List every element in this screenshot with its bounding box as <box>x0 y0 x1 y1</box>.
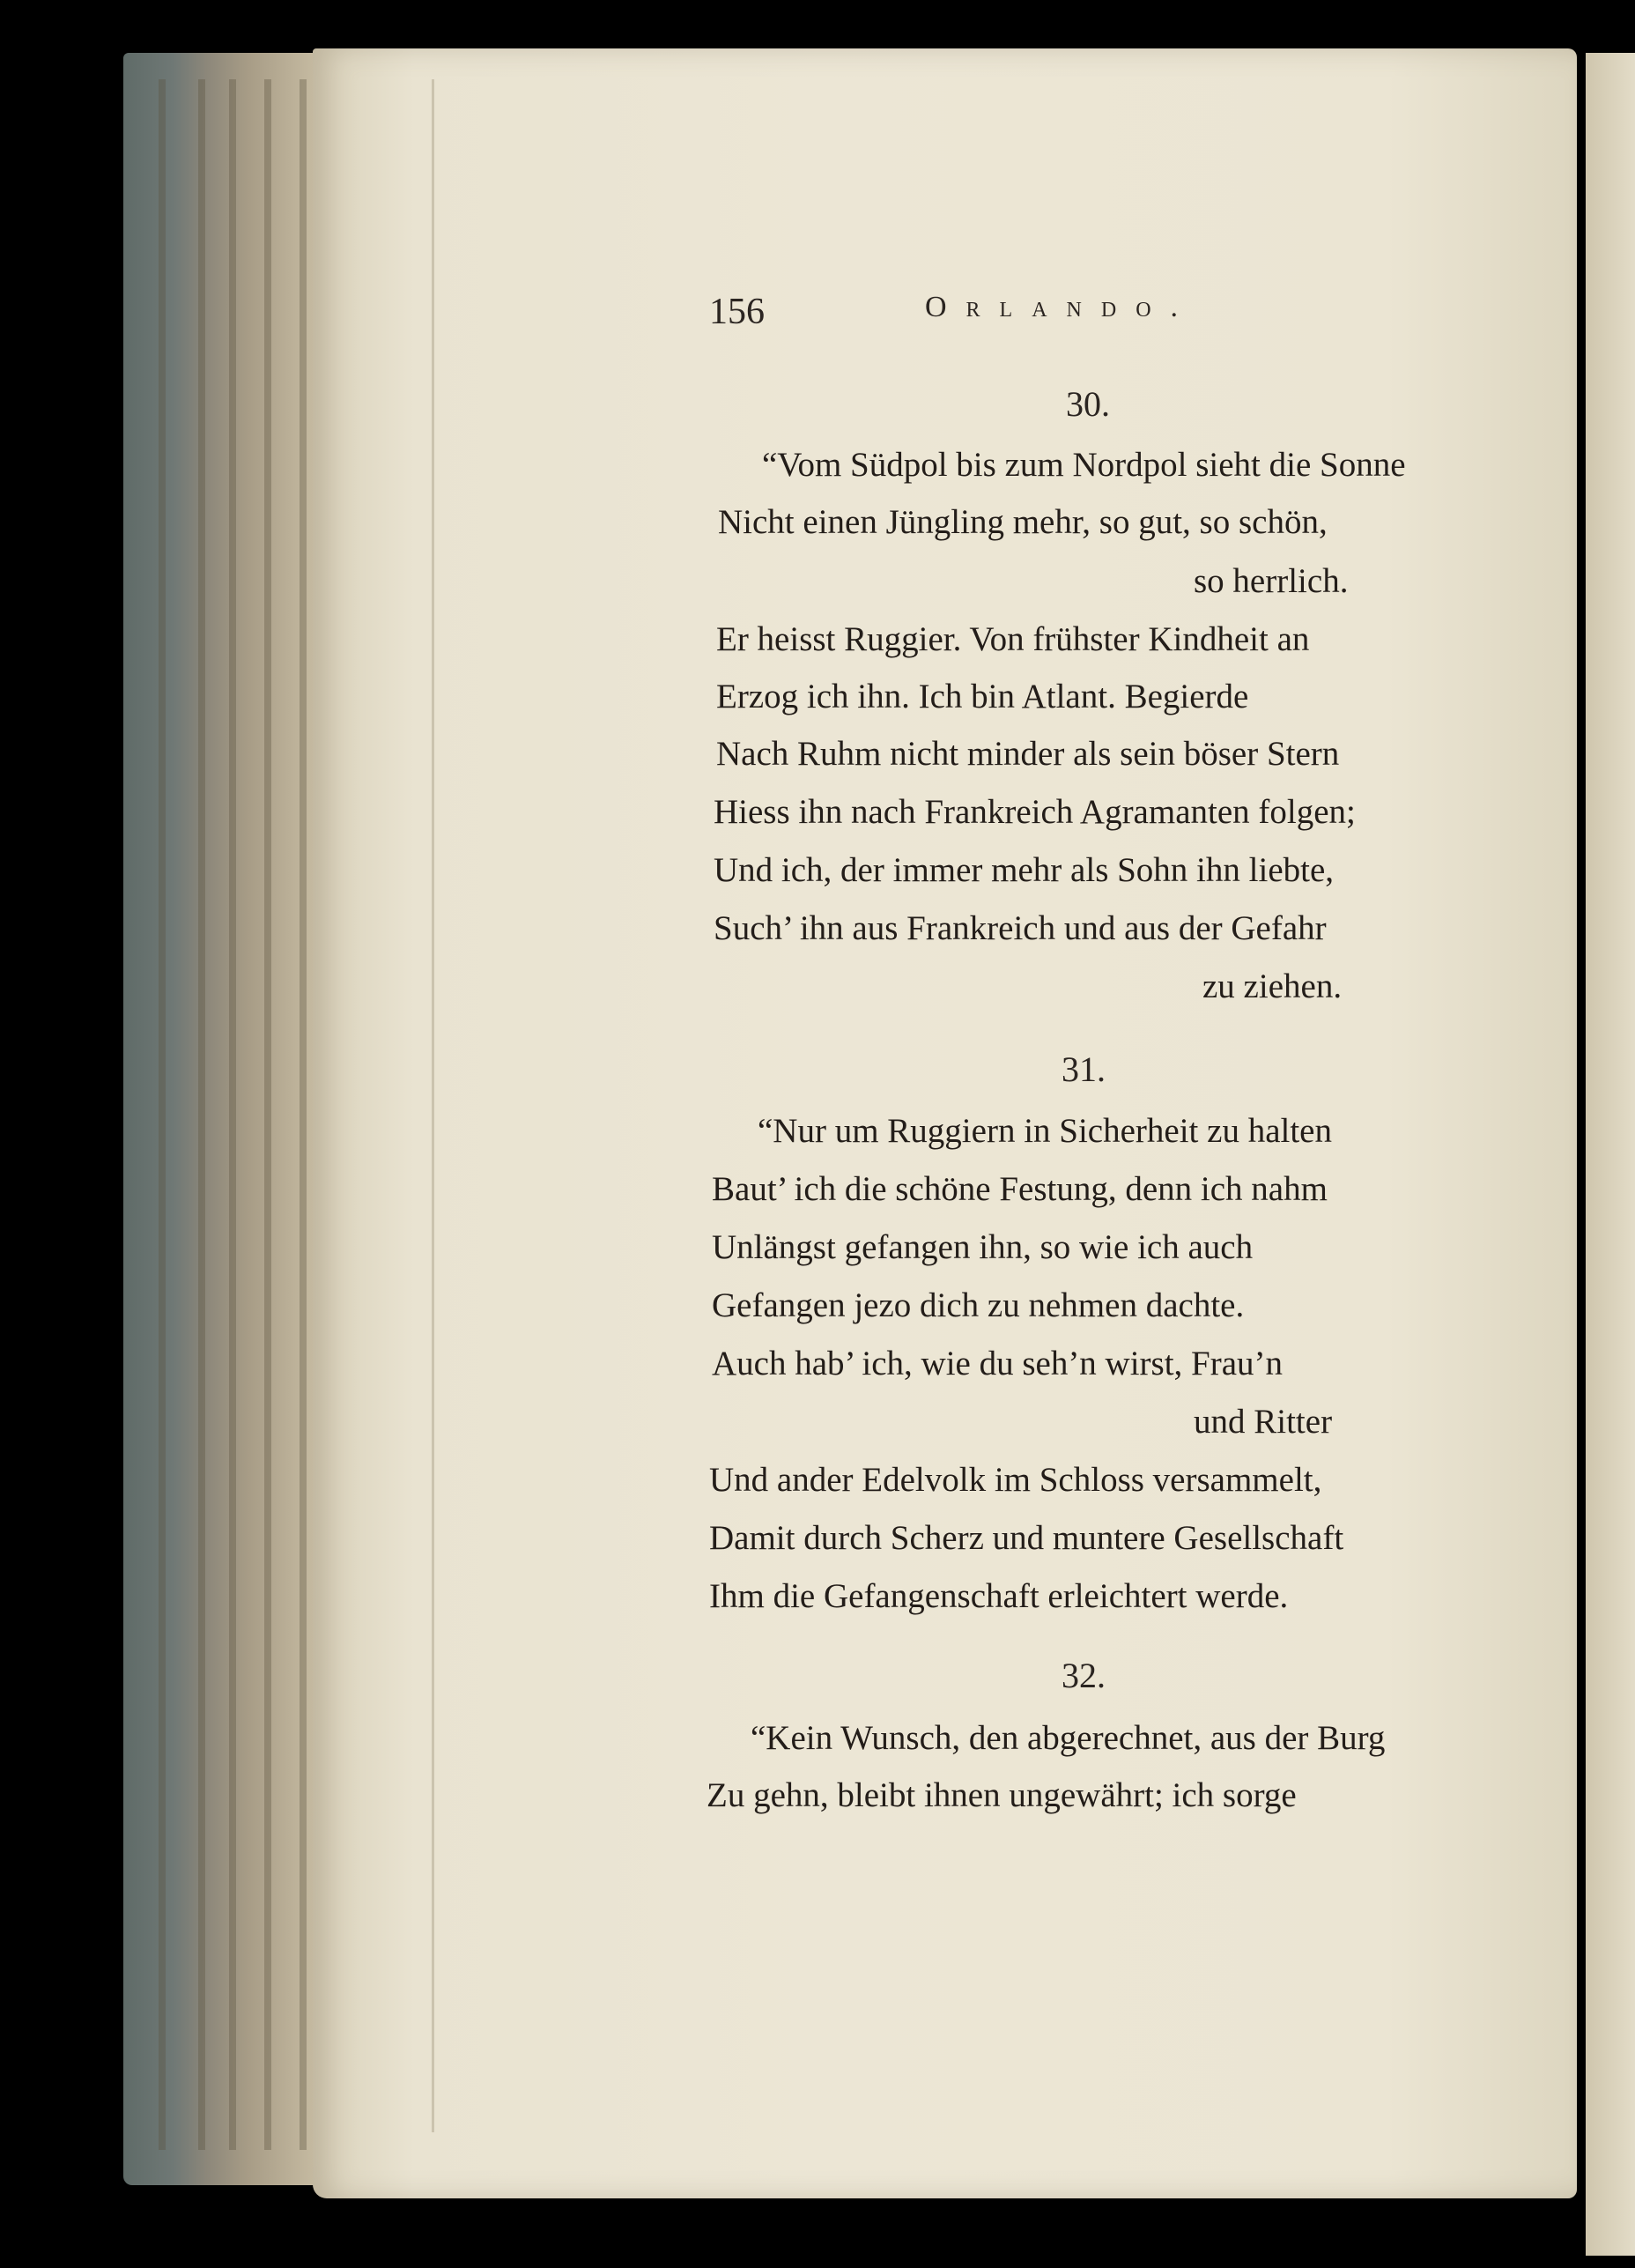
verse-line: Und ander Edelvolk im Schloss versammelt, <box>709 1461 1322 1499</box>
page-number: 156 <box>709 292 765 332</box>
verse-line: zu ziehen. <box>1202 967 1343 1005</box>
stanza-number: 31. <box>1062 1049 1106 1089</box>
verse-line: so herrlich. <box>1194 562 1349 600</box>
verse-line: Hiess ihn nach Frankreich Agramanten folgen; <box>714 793 1356 831</box>
verse-line: Such’ ihn aus Frankreich und aus der Gefahr <box>714 909 1327 947</box>
stanza-number: 32. <box>1062 1656 1106 1695</box>
verse-line: und Ritter <box>1194 1403 1333 1441</box>
verse-line: Baut’ ich die schöne Festung, denn ich nahm <box>712 1170 1328 1208</box>
verse-line: Damit durch Scherz und muntere Gesellschaft <box>709 1519 1344 1557</box>
verse-line: Gefangen jezo dich zu nehmen dachte. <box>712 1286 1245 1324</box>
verse-line: Zu gehn, bleibt ihnen ungewährt; ich sorge <box>707 1776 1297 1814</box>
verse-line: Und ich, der immer mehr als Sohn ihn liebte, <box>714 851 1335 889</box>
stanza-number: 30. <box>1066 384 1110 424</box>
verse-line: Nicht einen Jüngling mehr, so gut, so schön, <box>718 503 1328 541</box>
verse-line: “Vom Südpol bis zum Nordpol sieht die Sonne <box>762 446 1406 484</box>
verse-line: Ihm die Gefangenschaft erleichtert werde. <box>709 1577 1289 1615</box>
verse-line: Erzog ich ihn. Ich bin Atlant. Begierde <box>716 678 1249 715</box>
verse-line: Unlängst gefangen ihn, so wie ich auch <box>712 1228 1254 1266</box>
running-head: Orlando. <box>925 291 1198 323</box>
verse-line: “Kein Wunsch, den abgerechnet, aus der Burg <box>751 1719 1386 1757</box>
page-header <box>709 291 1502 344</box>
verse-line: Nach Ruhm nicht minder als sein böser Stern <box>716 735 1340 773</box>
verse-line: “Nur um Ruggiern in Sicherheit zu halten <box>758 1112 1332 1150</box>
verse-line: Auch hab’ ich, wie du seh’n wirst, Frau’n <box>712 1345 1284 1382</box>
verse-line: Er heisst Ruggier. Von frühster Kindheit an <box>716 620 1310 658</box>
